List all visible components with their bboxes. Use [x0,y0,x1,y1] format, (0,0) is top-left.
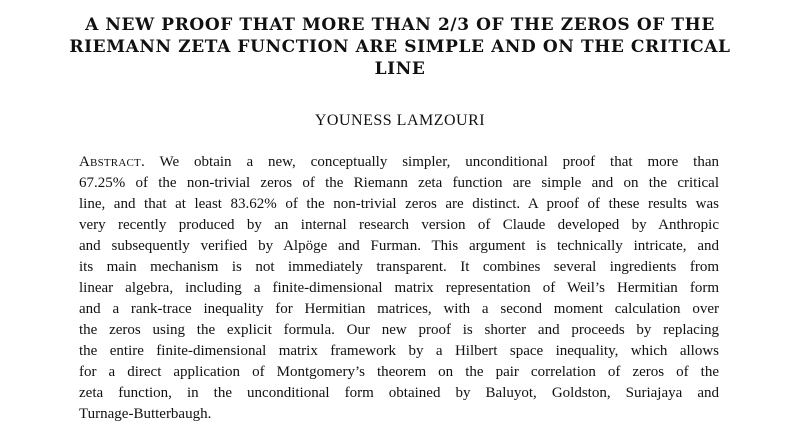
abstract-line: linear algebra, including a finite-dimensional matrix representation of Weil’s Hermitian form [79,280,719,296]
title-line: LINE [374,59,426,79]
abstract-line: its main mechanism is not immediately transparent. It combines several ingredients from [79,259,719,275]
paper-title [0,14,800,80]
abstract-line: 67.25% of the non-trivial zeros of the Riemann zeta function are simple and on the critical [79,175,719,191]
abstract-line [79,152,719,173]
abstract-line: and a rank-trace inequality for Hermitian matrices, with a second moment calculation over [79,301,719,317]
abstract-first-line-text: We obtain a new, conceptually simpler, unconditional proof that more than [144,154,719,170]
abstract-line: the zeros using the explicit formula. Our new proof is shorter and proceeds by replacing [79,322,719,338]
abstract-line: Turnage-Butterbaugh. [79,406,212,422]
abstract-line: for a direct application of Montgomery’s theorem on the pair correlation of zeros of the [79,364,719,380]
abstract-label: Abstract. [79,154,145,170]
abstract [79,152,719,425]
author-name: YOUNESS LAMZOURI [314,112,486,129]
abstract-line: zeta function, in the unconditional form obtained by Baluyot, Goldston, Suriajaya and [79,385,719,401]
title-line: A NEW PROOF THAT MORE THAN 2/3 OF THE ZEROS OF THE [85,15,715,35]
title-line: RIEMANN ZETA FUNCTION ARE SIMPLE AND ON THE CRITICAL [69,37,731,57]
abstract-line: line, and that at least 83.62% of the non-trivial zeros are distinct. A proof of these results was [79,196,719,212]
abstract-line: and subsequently verified by Alpöge and Furman. This argument is technically intricate, and [79,238,719,254]
abstract-line: the entire finite-dimensional matrix framework by a Hilbert space inequality, which allows [79,343,719,359]
abstract-line: very recently produced by an internal research version of Claude developed by Anthropic [79,217,719,233]
